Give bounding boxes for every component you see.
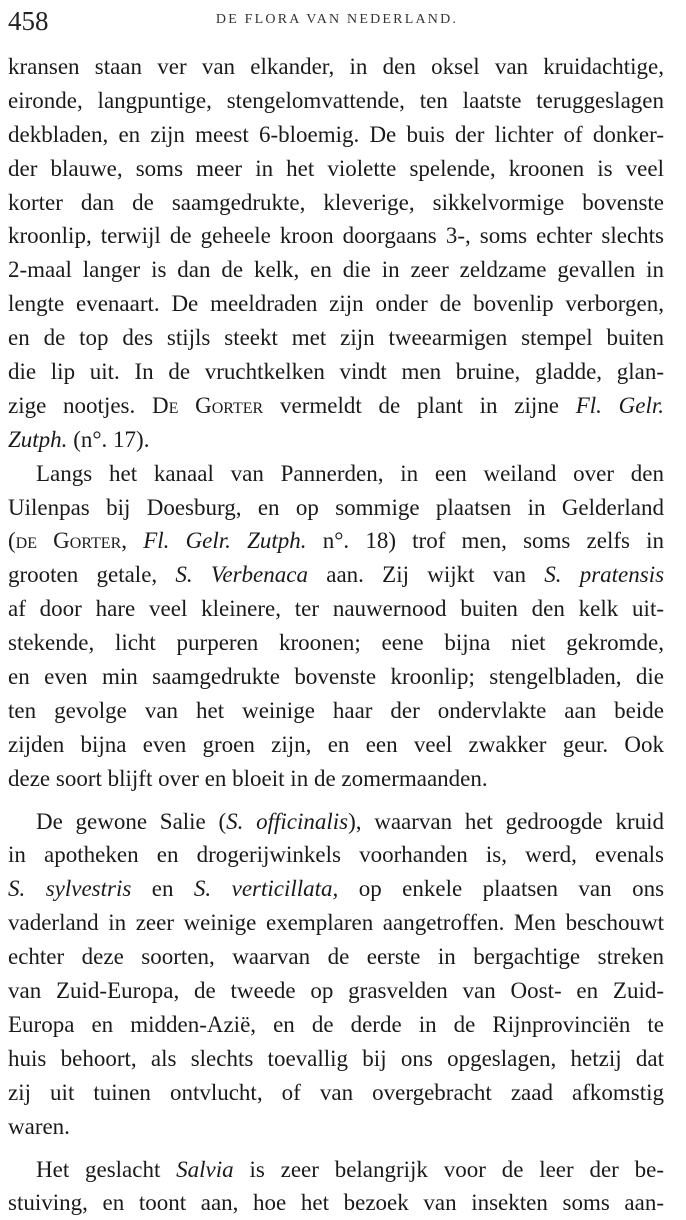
species-name: S. verticillata, <box>194 876 338 901</box>
page-header <box>8 6 666 36</box>
species-name: S. Verbenaca <box>175 562 308 587</box>
author-name: De Gorter <box>152 393 263 418</box>
paragraph-gap <box>8 796 664 805</box>
text-line <box>8 389 664 423</box>
text-line: stuiving, en toont aan, hoe het bezoek van insekten soms aan- <box>8 1186 664 1220</box>
text-run: en <box>152 876 174 901</box>
text-line: dekbladen, en zijn meest 6-bloemig. De buis der lichter of donker- <box>8 118 664 152</box>
text-run: aan. Zij wijkt van <box>326 562 526 587</box>
text-line: Uilenpas bij Doesburg, en op sommige plaatsen in Gelderland <box>8 491 664 525</box>
genus-name: Salvia <box>176 1157 234 1182</box>
text-line: der blauwe, soms meer in het violette spelende, kroonen is veel <box>8 152 664 186</box>
text-line: Langs het kanaal van Pannerden, in een weiland over den <box>8 457 664 491</box>
text-line: 2-maal langer is dan de kelk, en die in zeer zeldzame gevallen in <box>8 253 664 287</box>
text-line: van Zuid-Europa, de tweede op grasvelden van Oost- en Zuid- <box>8 974 664 1008</box>
paragraph-1 <box>8 50 664 457</box>
page-number: 458 <box>8 6 49 37</box>
paragraph-3 <box>8 805 664 1144</box>
text-line: kransen staan ver van elkander, in den oksel van kruidachtige, <box>8 50 664 84</box>
species-name: S. officinalis <box>226 809 348 834</box>
text-line <box>8 558 664 592</box>
text-line: zijden bijna even groen zijn, en een veel zwakker geur. Ook <box>8 728 664 762</box>
paragraph-gap <box>8 1144 664 1153</box>
text-line: kroonlip, terwijl de geheele kroon doorgaans 3-, soms echter slechts <box>8 219 664 253</box>
text-line: waren. <box>8 1110 664 1144</box>
species-name: S. pratensis <box>544 562 664 587</box>
text-line: en de top des stijls steekt met zijn tweearmigen stempel buiten <box>8 321 664 355</box>
text-line: deze soort blijft over en bloeit in de zomermaanden. <box>8 762 664 796</box>
text-line: huis behoort, als slechts toevallig bij ons opgeslagen, hetzij dat <box>8 1042 664 1076</box>
text-line: echter deze soorten, waarvan de eerste in bergachtige streken <box>8 940 664 974</box>
text-line: in apotheken en drogerijwinkels voorhanden is, werd, evenals <box>8 838 664 872</box>
citation-title: Zutph. <box>8 427 67 452</box>
text-line: en even min saamgedrukte bovenste kroonlip; stengelbladen, die <box>8 660 664 694</box>
text-line: eironde, langpuntige, stengelomvattende, ten laatste teruggeslagen <box>8 84 664 118</box>
text-line: vaderland in zeer weinige exemplaren aangetroffen. Men beschouwt <box>8 906 664 940</box>
text-run: (n°. 17). <box>73 427 149 452</box>
text-line <box>8 423 664 457</box>
author-name: (de Gorter, <box>8 528 127 553</box>
running-title: DE FLORA VAN NEDERLAND. <box>8 12 666 28</box>
species-name: S. sylvestris <box>8 876 131 901</box>
text-run: vermeldt de plant in zijne <box>280 393 559 418</box>
text-line: korter dan de saamgedrukte, kleverige, sikkelvormige bovenste <box>8 186 664 220</box>
text-line <box>8 872 664 906</box>
text-run: grooten getale, <box>8 562 157 587</box>
text-line: zij uit tuinen ontvlucht, of van overgebracht zaad afkomstig <box>8 1076 664 1110</box>
citation-title: Fl. Gelr. Zutph. <box>143 528 306 553</box>
text-run: is zeer belangrijk voor de leer der be- <box>249 1157 664 1182</box>
text-run: n°. 18) trof men, soms zelfs in <box>323 528 664 553</box>
text-line: die lip uit. In de vruchtkelken vindt men bruine, gladde, glan- <box>8 355 664 389</box>
paragraph-4 <box>8 1153 664 1220</box>
text-line: stekende, licht purperen kroonen; eene bijna niet gekromde, <box>8 626 664 660</box>
text-line <box>8 805 664 839</box>
text-run: ), waarvan het gedroogde kruid <box>348 809 664 834</box>
text-line: Europa en midden-Azië, en de derde in de Rijnprovinciën te <box>8 1008 664 1042</box>
text-line <box>8 524 664 558</box>
citation-title: Fl. Gelr. <box>576 393 664 418</box>
text-line <box>8 1153 664 1187</box>
text-run: zige nootjes. <box>8 393 135 418</box>
text-line: af door hare veel kleinere, ter nauwernood buiten den kelk uit- <box>8 592 664 626</box>
text-run: De gewone Salie ( <box>36 809 226 834</box>
text-run: op enkele plaatsen van ons <box>359 876 664 901</box>
text-run: Het geslacht <box>36 1157 160 1182</box>
body-text <box>8 50 664 1220</box>
paragraph-2 <box>8 457 664 796</box>
text-line: ten gevolge van het weinige haar der ondervlakte aan beide <box>8 694 664 728</box>
text-line: lengte evenaart. De meeldraden zijn onder de bovenlip verborgen, <box>8 287 664 321</box>
